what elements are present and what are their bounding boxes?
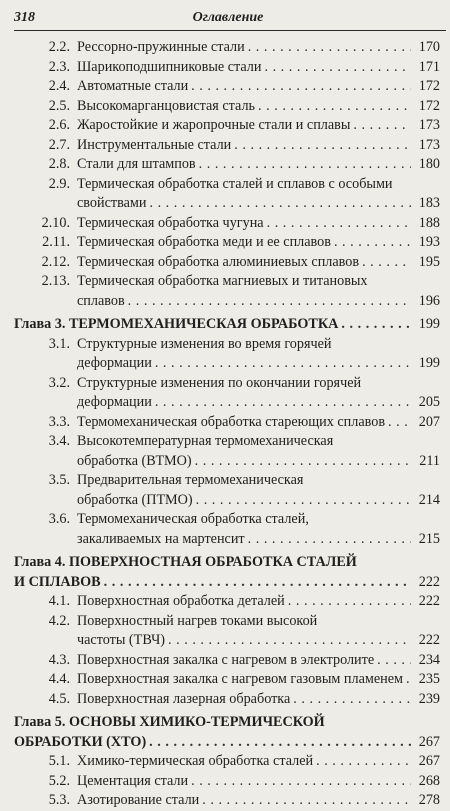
dot-leader (377, 651, 411, 671)
toc-page-number: 235 (418, 671, 440, 687)
toc-page-number: 199 (418, 316, 440, 332)
toc-page-number: 183 (418, 195, 440, 211)
dot-leader (264, 58, 411, 78)
dot-leader (168, 631, 411, 651)
toc-entry[interactable] (14, 670, 440, 690)
dot-leader (258, 97, 411, 117)
toc-entry-title: Предварительная термомеханическая (77, 472, 304, 488)
toc-entry-number: 2.6. (48, 117, 70, 133)
toc-page-number: 268 (418, 772, 440, 789)
toc-entry-number: 5.3. (48, 792, 70, 808)
toc-page-number: 205 (418, 394, 440, 410)
toc-entry-number: 2.10. (41, 214, 70, 231)
toc-entry-number: 2.2. (48, 39, 70, 55)
toc-entry[interactable] (14, 272, 440, 311)
toc-entry-number: 4.2. (48, 612, 70, 629)
toc-entry-title: Поверхностный нагрев токами высокой (77, 612, 318, 629)
toc-entry-title: Структурные изменения по окончании горячей (77, 374, 362, 391)
toc-entry[interactable] (14, 471, 440, 510)
toc-page-number: 207 (418, 413, 440, 430)
dot-leader (104, 573, 411, 593)
toc-page-number: 222 (418, 632, 440, 648)
toc-entry-title: Поверхностная закалка с нагревом в электролите (77, 651, 375, 668)
toc-entry-title: сплавов (77, 292, 125, 309)
dot-leader (199, 155, 411, 175)
toc-entry[interactable] (14, 752, 440, 772)
toc-entry-number: 4.3. (48, 651, 70, 668)
toc-entry[interactable] (14, 77, 440, 97)
toc-entry-title: Автоматные стали (77, 78, 189, 94)
toc-entry-title: Термическая обработка алюминиевых сплавов (77, 253, 360, 270)
toc-page-number: 239 (418, 690, 440, 707)
toc-entry-title: Термическая обработка меди и ее сплавов (77, 234, 331, 250)
running-title: Оглавление (192, 10, 264, 25)
toc-entry-number: 2.7. (48, 136, 70, 153)
toc-entry[interactable] (14, 413, 440, 433)
toc-entry[interactable] (14, 651, 440, 671)
toc-entry-title: Структурные изменения во время горячей (77, 335, 332, 352)
toc-page-number: 193 (418, 234, 440, 250)
header-rule (14, 30, 446, 31)
toc-entry[interactable] (14, 136, 440, 156)
toc-page-number: 173 (418, 136, 440, 153)
toc-entry-number: 3.6. (48, 511, 70, 527)
toc-entry-number: 5.2. (48, 772, 70, 789)
toc-entry-title: Рессорно-пружинные стали (77, 39, 245, 55)
toc-entry-number: 3.2. (48, 374, 70, 391)
toc-entry[interactable] (14, 155, 440, 175)
toc-chapter-entry[interactable] (14, 713, 440, 752)
toc-page-number: 222 (418, 573, 440, 590)
toc-entry-title: Термомеханическая обработка стареющих сплавов (77, 413, 386, 430)
dot-leader (149, 733, 411, 753)
toc-entry-number: 5.1. (48, 753, 70, 769)
toc-entry-title: Шарикоподшипниковые стали (77, 58, 262, 75)
dot-leader (155, 354, 411, 374)
toc-page-number: 195 (418, 253, 440, 270)
toc-page-number: 170 (418, 39, 440, 55)
toc-entry-number: 2.12. (41, 253, 70, 270)
dot-leader (234, 136, 411, 156)
toc-entry[interactable] (14, 592, 440, 612)
toc-entry[interactable] (14, 38, 440, 58)
dot-leader (248, 530, 411, 550)
dot-leader (196, 491, 411, 511)
dot-leader (155, 393, 411, 413)
toc-entry[interactable] (14, 510, 440, 549)
toc-entry-title: Поверхностная лазерная обработка (77, 690, 291, 707)
toc-entry-title: Высокомарганцовистая сталь (77, 97, 256, 114)
toc-entry[interactable] (14, 612, 440, 651)
toc-entry-title: Азотирование стали (77, 792, 200, 808)
toc-entry-number: 2.4. (48, 78, 70, 94)
toc-entry-number: 2.11. (42, 234, 70, 250)
page-header (14, 6, 442, 32)
toc-page-number: 211 (419, 452, 440, 469)
toc-entry-number: 4.5. (48, 690, 70, 707)
toc-entry[interactable] (14, 58, 440, 78)
page-number: 318 (14, 10, 35, 25)
toc-entry-title: Глава 4. ПОВЕРХНОСТНАЯ ОБРАБОТКА СТАЛЕЙ (14, 554, 357, 570)
dot-leader (362, 253, 411, 273)
toc-entry-title: частоты (ТВЧ) (77, 632, 166, 648)
toc-entry[interactable] (14, 335, 440, 374)
toc-entry-title: Поверхностная обработка деталей (77, 593, 285, 609)
dot-leader (316, 752, 411, 772)
dot-leader (248, 38, 411, 58)
toc-entry[interactable] (14, 791, 440, 811)
toc-entry-title: Термомеханическая обработка сталей, (77, 511, 309, 527)
toc-entry[interactable] (14, 116, 440, 136)
toc-entry[interactable] (14, 690, 440, 710)
toc-page-number: 188 (418, 214, 440, 231)
dot-leader (149, 194, 411, 214)
toc-entry[interactable] (14, 175, 440, 214)
toc-page-number: 267 (418, 733, 440, 750)
dot-leader (293, 690, 411, 710)
toc-entry[interactable] (14, 233, 440, 253)
toc-entry-title: И СПЛАВОВ (14, 573, 101, 590)
toc-entry-title: ОБРАБОТКИ (ХТО) (14, 733, 147, 750)
toc-entry-number: 2.8. (48, 156, 70, 172)
toc-entry-title: обработка (ПТМО) (77, 491, 193, 508)
toc-entry-title: Инструментальные стали (77, 136, 232, 153)
dot-leader (341, 315, 411, 335)
toc-page-number: 172 (418, 78, 440, 94)
toc-entry-number: 2.3. (48, 58, 70, 75)
dot-leader (202, 791, 411, 811)
toc-entry-title: Высокотемпературная термомеханическая (77, 433, 334, 449)
toc-entry-title: Термическая обработка чугуна (77, 214, 264, 231)
toc-page-number: 173 (418, 117, 440, 133)
toc-entry-number: 3.1. (48, 335, 70, 352)
dot-leader (191, 772, 411, 792)
toc-entry-title: Цементация стали (77, 772, 189, 789)
toc-entry[interactable] (14, 97, 440, 117)
toc-entry[interactable] (14, 374, 440, 413)
toc-chapter-entry[interactable] (14, 315, 440, 335)
toc-entry-number: 2.5. (48, 97, 70, 114)
toc-page-number: 267 (418, 753, 440, 769)
toc-entry[interactable] (14, 253, 440, 273)
dot-leader (195, 452, 411, 472)
toc-chapter-entry[interactable] (14, 553, 440, 592)
toc-entry[interactable] (14, 772, 440, 792)
toc-entry-title: обработка (ВТМО) (77, 452, 192, 469)
toc-page-number: 215 (418, 530, 440, 547)
dot-leader (406, 670, 411, 690)
toc-entry-number: 4.4. (48, 671, 70, 687)
dot-leader (388, 413, 411, 433)
toc-entry-title: Глава 5. ОСНОВЫ ХИМИКО-ТЕРМИЧЕСКОЙ (14, 714, 325, 730)
toc-page-number: 222 (418, 593, 440, 609)
toc-entry-number: 3.3. (48, 413, 70, 430)
toc-entry-title: Глава 3. ТЕРМОМЕХАНИЧЕСКАЯ ОБРАБОТКА (14, 316, 339, 332)
toc-entry-title: Термическая обработка сталей и сплавов с особыми (77, 175, 393, 192)
toc-entry-number: 4.1. (48, 593, 70, 609)
toc-page-number: 278 (418, 792, 440, 808)
toc-entry[interactable] (14, 214, 440, 234)
toc-entry-number: 2.13. (41, 273, 70, 289)
toc-page-number: 196 (418, 292, 440, 309)
toc-entry-title: закаливаемых на мартенсит (77, 530, 245, 547)
toc-page-number: 171 (418, 58, 440, 75)
toc-entry-title: Поверхностная закалка с нагревом газовым пламенем (77, 671, 404, 687)
toc-page-number: 172 (418, 97, 440, 114)
toc-entry-number: 3.5. (48, 472, 70, 488)
toc-entry-title: Стали для штампов (77, 156, 196, 172)
toc-page-number: 180 (418, 156, 440, 172)
dot-leader (353, 116, 411, 136)
dot-leader (267, 214, 411, 234)
dot-leader (288, 592, 411, 612)
toc-entry-title: Термическая обработка магниевых и титановых (77, 273, 368, 289)
dot-leader (191, 77, 411, 97)
toc-page-number: 234 (418, 651, 440, 668)
toc-entry-title: деформации (77, 394, 152, 410)
toc-entry-title: Химико-термическая обработка сталей (77, 753, 314, 769)
dot-leader (128, 292, 411, 312)
toc-page-number: 214 (418, 491, 440, 508)
toc-entry-title: свойствами (77, 195, 147, 211)
table-of-contents (14, 38, 440, 811)
toc-page-number: 199 (418, 355, 440, 371)
dot-leader (334, 233, 411, 253)
toc-entry-number: 3.4. (48, 433, 70, 449)
toc-entry-title: деформации (77, 355, 152, 371)
toc-entry-title: Жаростойкие и жаропрочные стали и сплавы (77, 117, 351, 133)
toc-entry[interactable] (14, 432, 440, 471)
toc-entry-number: 2.9. (48, 175, 70, 192)
